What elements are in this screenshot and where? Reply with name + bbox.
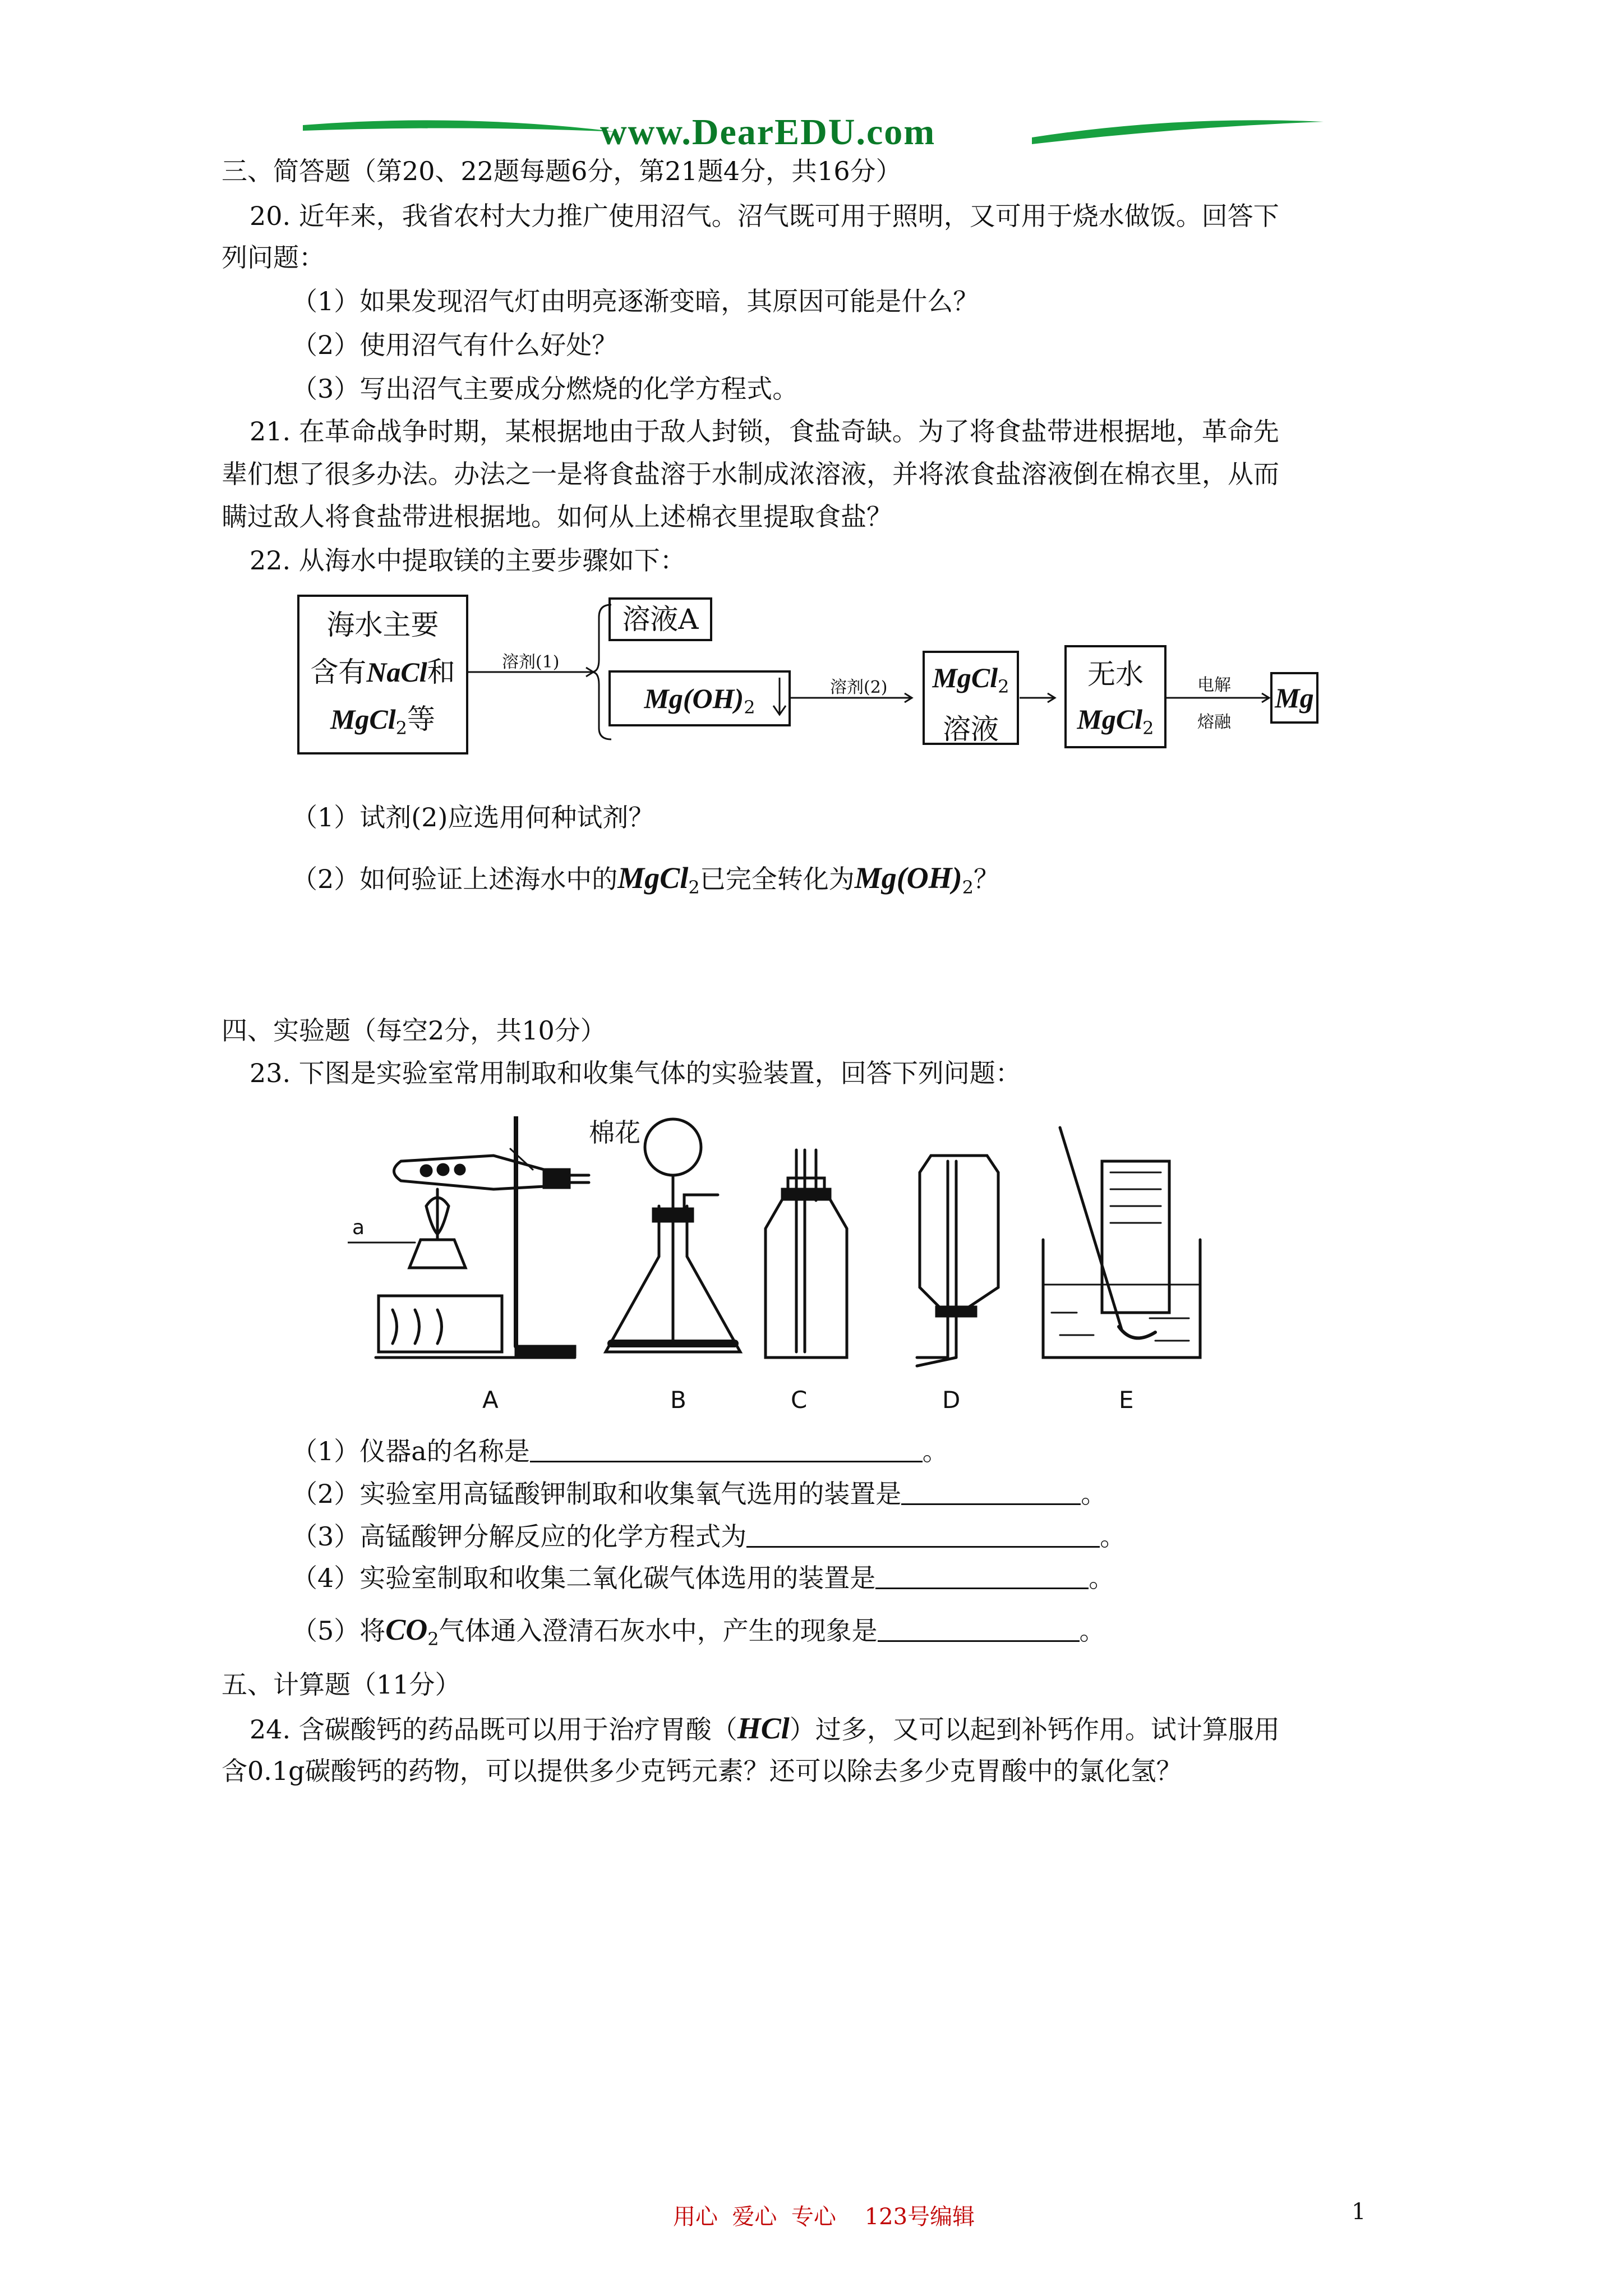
q21-line-1: 21. 在革命战争时期，某根据地由于敌人封锁，食盐奇缺。为了将食盐带进根据地，革命先	[250, 416, 1279, 447]
q21-line-3: 瞒过敌人将食盐带进根据地。如何从上述棉衣里提取食盐？	[222, 501, 892, 532]
q24-line-2: 含0.1g碳酸钙的药物，可以提供多少克钙元素？还可以除去多少克胃酸中的氯化氢？	[222, 1756, 1182, 1786]
q23-sub-5	[292, 1609, 1105, 1660]
formula-subscript: 2	[998, 676, 1009, 697]
flow-box-magnesium	[1270, 672, 1318, 724]
formula-co2: CO	[385, 1613, 428, 1646]
q22-sub-2-text-b: 已完全转化为	[699, 864, 855, 894]
solution-a-label: 溶液A	[622, 603, 699, 636]
instrument-a-label: a	[352, 1216, 365, 1239]
formula-mgoh: Mg(OH)	[644, 683, 744, 714]
q23-sub-2	[292, 1473, 1106, 1515]
q23-sub-2-end: 。	[1081, 1479, 1107, 1509]
q23-sub-4-end: 。	[1089, 1563, 1115, 1593]
formula-mgcl: MgCl	[1077, 703, 1143, 735]
q23-sub-1-text: （1）仪器a的名称是	[292, 1436, 530, 1466]
q23-sub-3-text: （3）高锰酸钾分解反应的化学方程式为	[292, 1521, 747, 1552]
reagent-1-label: 溶剂(1)	[502, 652, 560, 672]
electrolysis-label: 电解	[1197, 675, 1231, 695]
q23-sub-4	[292, 1557, 1114, 1599]
formula-mg: Mg	[1275, 682, 1314, 714]
q22-line-1: 22. 从海水中提取镁的主要步骤如下：	[250, 545, 686, 576]
q20-sub-1: （1）如果发现沼气灯由明亮逐渐变暗，其原因可能是什么？	[292, 286, 979, 316]
molten-label: 熔融	[1197, 712, 1231, 732]
apparatus-label-a: A	[482, 1386, 499, 1414]
lab-apparatus-figure	[348, 1116, 1301, 1425]
q22-sub-2-text-a: （2）如何验证上述海水中的	[292, 864, 618, 894]
q24-text-b: ）过多，又可以起到补钙作用。试计算服用	[789, 1714, 1280, 1745]
q22-sub-2	[292, 857, 999, 908]
q20-sub-2: （2）使用沼气有什么好处？	[292, 330, 618, 360]
answer-blank-5[interactable]	[878, 1618, 1080, 1642]
q23-sub-1	[292, 1430, 948, 1472]
text-etc: 等	[407, 703, 436, 735]
q22-sub-2-text-c: ？	[974, 864, 1000, 894]
text-and: 和	[427, 656, 455, 688]
cotton-label: 棉花	[589, 1117, 640, 1148]
footer-note: 用心 爱心 专心 123号编辑	[673, 2204, 975, 2230]
formula-mgcl: MgCl	[617, 861, 689, 895]
formula-subscript: 2	[962, 877, 974, 898]
q22-sub-1: （1）试剂(2)应选用何种试剂？	[292, 802, 654, 832]
q24-line-1	[250, 1708, 1280, 1750]
answer-blank-3[interactable]	[746, 1524, 1100, 1548]
formula-mgoh: Mg(OH)	[854, 861, 962, 895]
formula-subscript: 2	[427, 1628, 439, 1650]
q23-sub-3	[292, 1516, 1126, 1557]
page-number: 1	[1352, 2199, 1366, 2225]
q20-line-2: 列问题：	[222, 242, 325, 273]
anhydrous-line-1: 无水	[1087, 658, 1144, 691]
formula-subscript: 2	[1142, 717, 1154, 739]
q23-sub-5-text-a: （5）将	[292, 1616, 386, 1646]
site-banner: www.DearEDU.com	[600, 112, 936, 153]
formula-subscript: 2	[395, 717, 408, 739]
reagent-2-label: 溶剂(2)	[830, 678, 888, 697]
flow-box-precipitate	[608, 670, 791, 726]
q23-line-1: 23. 下图是实验室常用制取和收集气体的实验装置，回答下列问题：	[250, 1058, 1021, 1088]
mgcl2-solution-line-2: 溶液	[943, 713, 999, 746]
flow-box-anhydrous-mgcl2	[1064, 645, 1166, 748]
section-5-title: 五、计算题（11分）	[222, 1669, 461, 1700]
q21-line-2: 辈们想了很多办法。办法之一是将食盐溶于水制成浓溶液，并将浓食盐溶液倒在棉衣里，从而	[222, 459, 1279, 489]
answer-blank-4[interactable]	[875, 1565, 1089, 1589]
formula-subscript: 2	[744, 697, 755, 718]
formula-mgcl: MgCl	[330, 703, 396, 735]
formula-mgcl: MgCl	[932, 662, 998, 693]
flow-box-solution-a	[608, 597, 712, 641]
q23-sub-3-end: 。	[1100, 1521, 1126, 1552]
q23-sub-2-text: （2）实验室用高锰酸钾制取和收集氧气选用的装置是	[292, 1479, 902, 1509]
q20-sub-3: （3）写出沼气主要成分燃烧的化学方程式。	[292, 374, 799, 404]
flow-box-seawater-line-1: 海水主要	[326, 609, 439, 641]
formula-hcl: HCl	[737, 1711, 790, 1745]
q23-sub-1-end: 。	[922, 1436, 948, 1466]
q23-sub-5-end: 。	[1079, 1616, 1105, 1646]
formula-subscript: 2	[688, 877, 700, 898]
apparatus-label-d: D	[942, 1386, 961, 1414]
formula-nacl: NaCl	[366, 656, 427, 688]
flow-arrows	[0, 0, 1623, 785]
mgcl2-solution-line-1	[925, 656, 1017, 708]
q23-sub-5-text-b: 气体通入澄清石灰水中，产生的现象是	[439, 1616, 878, 1646]
apparatus-label-c: C	[791, 1386, 808, 1414]
anhydrous-line-2	[1067, 697, 1164, 751]
q24-text-a: 24. 含碳酸钙的药品既可以用于治疗胃酸（	[250, 1714, 737, 1745]
q20-line-1: 20. 近年来，我省农村大力推广使用沼气。沼气既可用于照明，又可用于烧水做饭。回答下	[250, 201, 1279, 231]
apparatus-label-e: E	[1119, 1386, 1134, 1414]
section-3-title: 三、简答题（第20、22题每题6分，第21题4分，共16分）	[222, 156, 902, 186]
text-contains: 含有	[310, 656, 367, 688]
apparatus-label-b: B	[670, 1386, 686, 1414]
q23-sub-4-text: （4）实验室制取和收集二氧化碳气体选用的装置是	[292, 1563, 876, 1593]
answer-blank-1[interactable]	[530, 1438, 923, 1462]
section-4-title: 四、实验题（每空2分，共10分）	[222, 1015, 606, 1046]
flow-box-mgcl2-solution	[923, 651, 1019, 745]
answer-blank-2[interactable]	[901, 1481, 1081, 1505]
